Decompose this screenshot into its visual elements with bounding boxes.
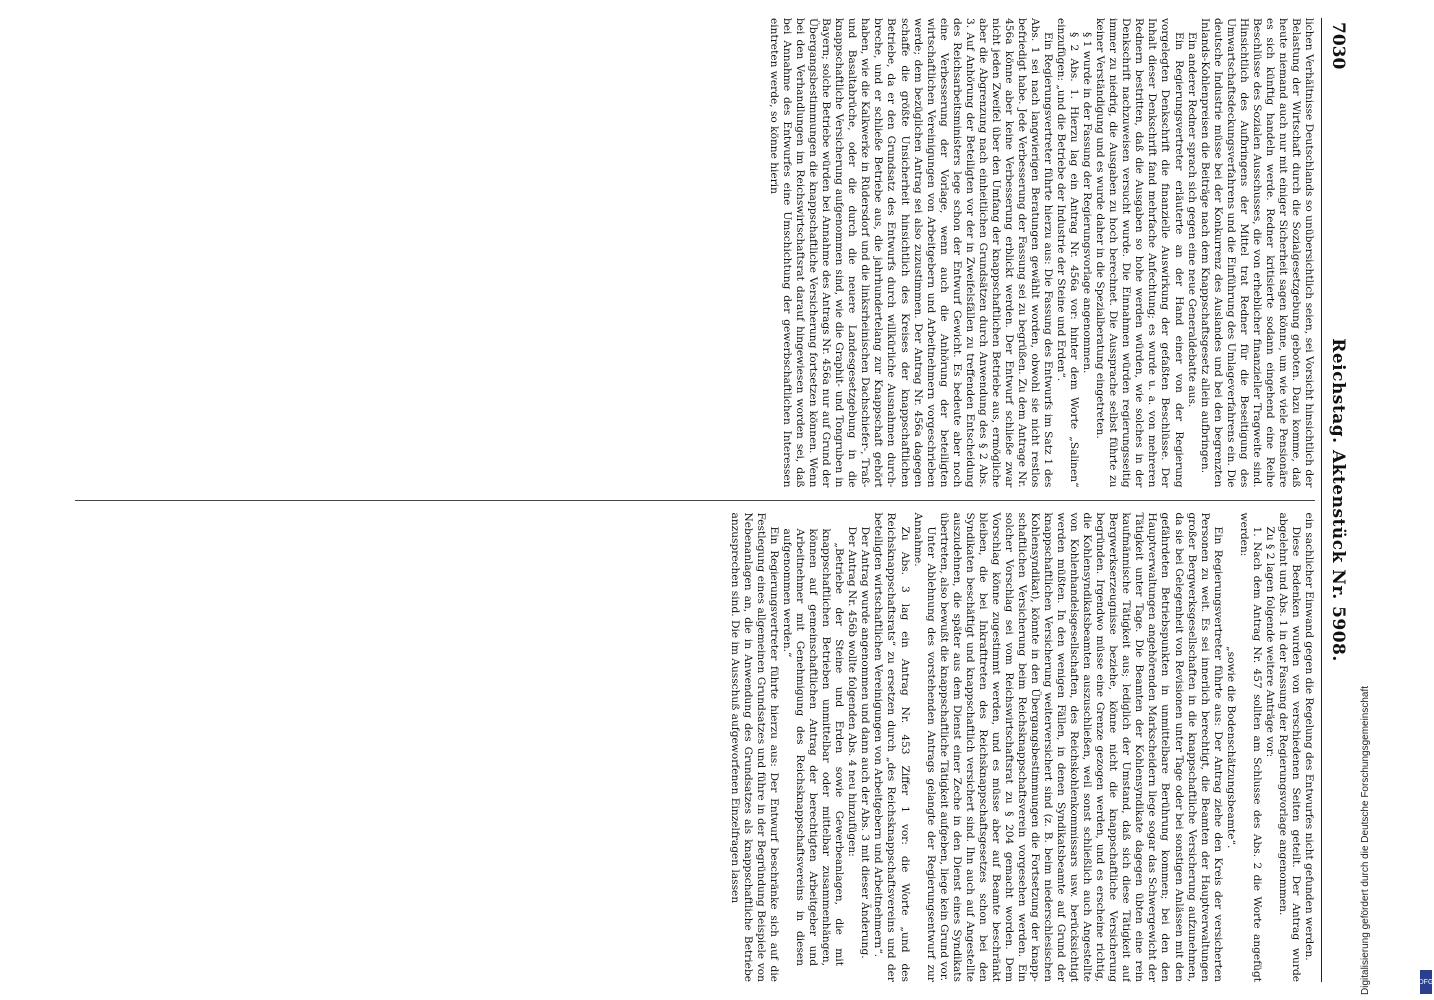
digitization-credit: Digitalisierung gefördert durch die Deutsche Forschungsgemeinschaft: [1360, 685, 1371, 995]
paragraph: ein sachlicher Einwand gegen die Regelung des Entwurfes nicht gefunden werden.: [1303, 512, 1315, 961]
dfg-logo-icon: DFG: [1420, 970, 1432, 994]
paragraph: § 1 wurde in der Fassung der Regierungsvorlage angenommen.: [1081, 32, 1094, 374]
paragraph: Ein Regierungsvertreter erläuterte an der Hand einer von der Regierung vorgelegten Denkschrift die finanzielle Auswirkung der gefaßten Beschlüsse. Der Inhalt dieser Denkschrift fand mehrfache Anfechtung; es wurde u. a. von mehreren Rednern bestritten, daß die Ausgaben so hohe werden würden, wie solches in der Denkschrift nachzuweisen versucht wurde. Die Einnahmen würden regierungsseitig immer zu niedrig, die Ausgaben zu hoch berechnet. Die Aussprache selbst führte zu keiner Verständigung und es wurde daher in die Spezialberatung eingetreten.: [1094, 18, 1185, 488]
paragraph: 1. Nach dem Antrag Nr. 457 sollten am Schlusse des Abs. 2 die Worte angefügt werden:: [1237, 512, 1263, 982]
paragraph: Ein Regierungsvertreter führte hierzu aus: Die Fassung des Entwurfs im Satz 1 des Abs. 1 sei nach langwierigen Beratungen gewählt worden, obwohl sie nicht restlos befriedigt habe. Jede Verbesserung der Fassung sei zu begrüßen. Zu dem Antrage Nr. 456a könne aber keine Verbesserung erblickt werden. Der Entwurf schließe zwar nicht jeden Zweifel über den Umfang der knappschaftlichen Betriebe aus, ermögliche aber die Abgrenzung nach einheitlichen Grundsätzen durch Anwendung des § 2 Abs. 3. Auf Anhörung der Beteiligten vor der in Zweifelsfällen zu treffenden Entscheidung des Reichsarbeitsministers lege schon der Entwurf Gewicht. Es bedeute aber noch eine Verbesserung der Vorlage, wenn auch die Anhörung der beteiligten wirtschaftlichen Vereinigungen von Arbeitgebern und Arbeitnehmern vorgeschrieben werde; dem bezüglichen Antrag sei also zuzustimmen. Der Antrag Nr. 456a dagegen schaffe die größte Unsicherheit hinsichtlich des Kreises der knappschaftlichen Betriebe, da er den Grundsatz des Entwurfs durch willkürliche Ausnahmen durchbreche, und er schließe Betriebe aus, die jahrhundertelang zur Knappschaft gehört haben, wie die Kalkwerke in Rüdersdorf und die linksrheinischen Dachschiefer-, Traß- und Basaltabrüche, oder die durch die neuere Landesgesetzgebung in die knappschaftliche Versicherung aufgenommen sind, wie die Graphit- und Tongruben in Bayern; solche Betriebe würden bei Annahme des Antrags Nr. 456a nur auf Grund der Übergangsbestimmungen die knappschaftliche Versicherung fortsetzen können. Wenn bei den Verhandlungen im Reichswirtschaftsrat darauf hingewiesen worden sei, daß bei Annahme des Entwurfes eine Umschichtung der gewerbschaftlichen Interessen eintreten werde, so könne hierin: [768, 18, 1055, 488]
page-number: 7030: [1328, 22, 1348, 70]
paragraph: Unter Ablehnung des vorstehenden Antrags gelangte der Regierungsentwurf zur Annahme.: [911, 512, 937, 982]
document-page: [54, 0, 1354, 1000]
paragraph: lichen Verhältnisse Deutschlands so unübersichtlich seien, sei Vorsicht hinsichtlich der Belastung der Wirtschaft durch die Sozialgesetzgebung geboten. Dazu komme, daß heute niemand auch nur mit einiger Sicherheit sagen könne, um wie viele Pensionäre es sich künftig handeln werde. Redner kritisierte sodann eingehend eine Reihe Beschlüsse des Sozialen Ausschusses, die von erheblicher finanzieller Tragweite sind. Hinsichtlich des Aufbringens der Mittel trat Redner für die Beseitigung des Umwartschaftsdeckungsverfahrens und die Einführung des Umlageverfahrens ein. Die deutsche Industrie müsse bei der Konkurrenz des Auslandes und bei den begrenzten Inlands-Kohlenpreisen die Beiträge nach dem Knappschaftsgesetz allein aufbringen.: [1198, 18, 1315, 488]
paragraph: Diese Bedenken wurden von verschiedenen Seiten geteilt. Der Antrag wurde abgelehnt und Abs. 1 in der Fassung der Regierungsvorlage angenommen.: [1276, 512, 1302, 982]
paragraph: Zu § 2 lagen folgende weitere Anträge vor:: [1263, 526, 1276, 758]
left-column: [75, 18, 1315, 488]
page-header: [1321, 18, 1348, 982]
paragraph: Ein Regierungsvertreter führte aus: Der Antrag ziehe den Kreis der versicherten Personen zu weit. Es sei innerlich berechtigt, die Beamten der Hauptverwaltungen großer Bergwerksgesellschaften in die knappschaftliche Versicherung aufzunehmen, da sie bei Gelegenheit von Revisionen unter Tage oder bei sonstigen Anlässen mit den gefährdeten Betriebspunkten in unmittelbare Berührung kommen; bei den den Hauptverwaltungen angehörenden Markscheidern liege sogar das Schwergewicht der Tätigkeit unter Tage. Die Beamten der Kohlensyndikate dagegen übten eine rein kaufmännische Tätigkeit aus; lediglich der Umstand, daß sich diese Tätigkeit auf Bergwerkserzeugnisse beziehe, könne nicht die knappschaftliche Versicherung begründen. Irgendwo müsse eine Grenze gezogen werden, und es erscheine richtig, die Kohlensyndikatsbeamten auszuschließen, weil sonst schließlich auch Angestellte von Kohlenhandelsgesellschaften, des Reichskohlenkommissars usw. berücksichtigt werden müßten. In den wenigen Fällen, in denen Syndikatsbeamte auf Grund der knappschaftlichen Versicherung weiterversichert sind (z. B. beim niederschlesischen Kohlensyndikat), könnte in den Übergangsbestimmungen die Fortsetzung der knappschaftlichen Versicherung beim Reichsknappschaftsverein vorgesehen werden. Ein solcher Vorschlag sei vom Reichswirtschaftsrat zu § 204 gemacht worden. Dem Vorschlag könne zugestimmt werden, und es müsse aber auf Beamte beschränkt bleiben, die bei Inkrafttreten des Reichsknappschaftsgesetzes schon bei den Syndikaten beschäftigt und knappschaftlich versichert sind. Ihn auch auf Angestellte auszudehnen, die später aus dem Dienst einer Zeche in den Dienst eines Syndikats übertreten, also bewußt die knappschaftliche Tätigkeit aufgeben, liege kein Grund vor.: [937, 512, 1224, 982]
text-columns: [75, 18, 1315, 982]
paragraph: Der Antrag Nr. 456b wollte folgenden Abs. 4 neu hinzufügen:: [846, 526, 859, 857]
right-column: [75, 500, 1315, 983]
page-title: Reichstag. Aktenstück Nr. 5908.: [1328, 338, 1348, 662]
paragraph-section-2: § 2 Abs. 1. Hierzu lag ein Antrag Nr. 456a vor: hinter dem Worte „Salinen“ einzufügen: „und die Betriebe der Industrie der Steine und Erden“.: [1055, 18, 1081, 488]
quoted-amendment: „Betriebe der Steine und Erden sowie Gewerbeanlagen, die mit knappschaftlichen Betrieben unmittelbar oder mittelbar zusammenhängen, können auf gemeinschaftlichen Antrag der berechtigten Arbeitgeber und Arbeitnehmer mit Genehmigung des Reichsknappschaftsvereins in diesen aufgenommen werden.“: [781, 528, 846, 966]
paragraph: Ein anderer Redner sprach sich gegen eine neue Generaldebatte aus.: [1185, 32, 1198, 408]
quoted-amendment: „sowie die Bodenschätzungsbeamte“.: [1224, 646, 1237, 849]
paragraph: Zu Abs. 3 lag ein Antrag Nr. 453 Ziffer 1 vor: die Worte „und des Reichsknappschaftsrats“ zu ersetzen durch „des Reichsknappschaftsvereins und der beteiligten wirtschaftlichen Vereinigungen von Arbeitgebern und Arbeitnehmern“.: [872, 512, 911, 982]
paragraph: Ein Regierungsvertreter führte hierzu aus: Der Entwurf beschränke sich auf die Festlegung eines allgemeinen Grundsatzes und führe in der Begründung Beispiele von Nebenanlagen an, die in Anwendung des Grundsatzes als knappschaftliche Betriebe anzusprechen sind. Die im Ausschuß aufgeworfenen Einzelfragen lassen: [728, 512, 781, 982]
paragraph: Der Antrag wurde angenommen und dann auch der Abs. 3 mit dieser Änderung.: [859, 526, 872, 959]
